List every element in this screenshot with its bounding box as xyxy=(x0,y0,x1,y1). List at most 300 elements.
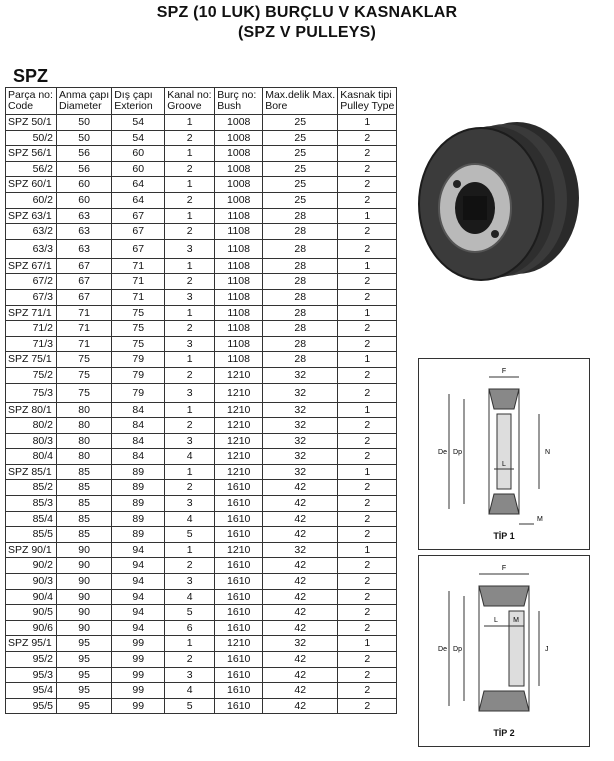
table-cell: 3 xyxy=(165,667,215,683)
type-1-de-letter: De xyxy=(438,449,447,456)
table-cell: SPZ 85/1 xyxy=(6,464,57,480)
table-cell: 2 xyxy=(338,336,397,352)
table-cell: 95/2 xyxy=(6,652,57,668)
table-cell: 1 xyxy=(338,352,397,368)
table-cell: 25 xyxy=(263,146,338,162)
table-cell: 1 xyxy=(338,636,397,652)
table-row xyxy=(6,418,397,434)
table-cell: 3 xyxy=(165,383,215,402)
type-2-de-letter: De xyxy=(438,646,447,653)
table-cell: 1210 xyxy=(215,449,263,465)
table-cell: 1210 xyxy=(215,418,263,434)
table-cell: 75 xyxy=(112,305,165,321)
table-cell: 1108 xyxy=(215,224,263,240)
table-cell: 42 xyxy=(263,605,338,621)
table-row xyxy=(6,574,397,590)
table-cell: 75 xyxy=(57,352,112,368)
table-cell: 1 xyxy=(165,352,215,368)
table-cell: 67 xyxy=(112,208,165,224)
table-cell: SPZ 63/1 xyxy=(6,208,57,224)
table-cell: 80/4 xyxy=(6,449,57,465)
table-cell: 1610 xyxy=(215,652,263,668)
table-cell: 1008 xyxy=(215,130,263,146)
table-cell: 2 xyxy=(338,289,397,305)
table-cell: 90 xyxy=(57,558,112,574)
table-cell: 1 xyxy=(165,208,215,224)
table-cell: 32 xyxy=(263,402,338,418)
table-header-row xyxy=(6,88,397,115)
table-cell: 2 xyxy=(338,527,397,543)
table-row xyxy=(6,208,397,224)
table-cell: 79 xyxy=(112,367,165,383)
spec-table xyxy=(5,87,397,714)
table-cell: 90 xyxy=(57,589,112,605)
table-cell: 1 xyxy=(338,305,397,321)
table-cell: 1108 xyxy=(215,336,263,352)
table-row xyxy=(6,192,397,208)
table-row xyxy=(6,161,397,177)
type-1-dp-letter: Dp xyxy=(453,449,462,456)
table-cell: 79 xyxy=(112,383,165,402)
table-cell: 2 xyxy=(338,698,397,714)
table-cell: 1 xyxy=(165,115,215,131)
table-cell: 2 xyxy=(165,480,215,496)
table-row xyxy=(6,177,397,193)
table-cell: SPZ 60/1 xyxy=(6,177,57,193)
table-cell: 42 xyxy=(263,527,338,543)
table-cell: SPZ 67/1 xyxy=(6,258,57,274)
table-cell: 1 xyxy=(165,177,215,193)
table-cell: 1008 xyxy=(215,146,263,162)
table-cell: 75 xyxy=(112,336,165,352)
table-cell: 1008 xyxy=(215,161,263,177)
table-cell: 75 xyxy=(112,321,165,337)
table-cell: 94 xyxy=(112,589,165,605)
table-cell: 3 xyxy=(165,336,215,352)
table-cell: 85 xyxy=(57,527,112,543)
table-cell: 63/2 xyxy=(6,224,57,240)
pulley-photo xyxy=(405,110,605,290)
table-cell: 2 xyxy=(165,224,215,240)
table-cell: 60 xyxy=(112,146,165,162)
table-cell: 32 xyxy=(263,636,338,652)
table-cell: 1108 xyxy=(215,289,263,305)
table-cell: 95 xyxy=(57,698,112,714)
table-cell: 1210 xyxy=(215,367,263,383)
table-row xyxy=(6,258,397,274)
header-exterior: Dış çapı Exterion xyxy=(112,88,165,115)
table-cell: 2 xyxy=(338,652,397,668)
table-cell: 89 xyxy=(112,480,165,496)
table-row xyxy=(6,542,397,558)
table-cell: 75/3 xyxy=(6,383,57,402)
table-cell: 5 xyxy=(165,698,215,714)
table-cell: 90 xyxy=(57,574,112,590)
table-cell: 54 xyxy=(112,130,165,146)
diagram-type-2 xyxy=(418,555,590,747)
table-cell: 2 xyxy=(165,321,215,337)
table-cell: 1 xyxy=(338,542,397,558)
type-2-drawing xyxy=(419,556,589,731)
page-title: SPZ (10 LUK) BURÇLU V KASNAKLAR xyxy=(156,4,458,21)
table-cell: 71 xyxy=(57,321,112,337)
table-cell: 2 xyxy=(338,274,397,290)
table-cell: 2 xyxy=(338,146,397,162)
table-cell: 42 xyxy=(263,511,338,527)
table-cell: 28 xyxy=(263,352,338,368)
type-2-m-letter: M xyxy=(513,617,519,624)
table-cell: 28 xyxy=(263,336,338,352)
table-body xyxy=(6,115,397,714)
table-cell: 50/2 xyxy=(6,130,57,146)
table-cell: 67 xyxy=(57,258,112,274)
table-cell: 94 xyxy=(112,558,165,574)
table-row xyxy=(6,274,397,290)
header-groove: Kanal no: Groove xyxy=(165,88,215,115)
table-cell: 94 xyxy=(112,574,165,590)
table-cell: SPZ 90/1 xyxy=(6,542,57,558)
table-cell: 1 xyxy=(338,208,397,224)
table-cell: 67/2 xyxy=(6,274,57,290)
table-row xyxy=(6,527,397,543)
table-cell: 2 xyxy=(338,130,397,146)
table-cell: 63 xyxy=(57,208,112,224)
table-row xyxy=(6,383,397,402)
table-row xyxy=(6,683,397,699)
table-cell: 2 xyxy=(338,433,397,449)
table-cell: 90/6 xyxy=(6,620,57,636)
table-cell: 80 xyxy=(57,433,112,449)
table-cell: 71/3 xyxy=(6,336,57,352)
table-cell: 67 xyxy=(57,289,112,305)
table-cell: 1610 xyxy=(215,511,263,527)
table-cell: 42 xyxy=(263,667,338,683)
diagram-type-1 xyxy=(418,358,590,550)
table-cell: 95 xyxy=(57,683,112,699)
table-cell: 2 xyxy=(338,239,397,258)
table-row xyxy=(6,620,397,636)
table-row xyxy=(6,589,397,605)
table-cell: 28 xyxy=(263,289,338,305)
table-cell: 60 xyxy=(57,192,112,208)
table-cell: 2 xyxy=(338,480,397,496)
table-row xyxy=(6,289,397,305)
table-cell: 2 xyxy=(338,383,397,402)
table-cell: 1 xyxy=(338,402,397,418)
table-cell: 32 xyxy=(263,367,338,383)
page-subtitle: (SPZ V PULLEYS) xyxy=(237,24,377,41)
table-cell: 99 xyxy=(112,698,165,714)
table-cell: 3 xyxy=(165,574,215,590)
table-cell: 90/2 xyxy=(6,558,57,574)
table-cell: 95/3 xyxy=(6,667,57,683)
type-2-label: TİP 2 xyxy=(493,728,515,738)
table-cell: 1008 xyxy=(215,115,263,131)
type-1-f-letter: F xyxy=(501,368,507,375)
table-cell: 67 xyxy=(112,224,165,240)
header-bush: Burç no: Bush xyxy=(215,88,263,115)
table-cell: 2 xyxy=(165,558,215,574)
table-row xyxy=(6,239,397,258)
table-cell: 63/3 xyxy=(6,239,57,258)
table-row xyxy=(6,605,397,621)
table-cell: 1 xyxy=(165,636,215,652)
table-row xyxy=(6,115,397,131)
table-cell: 1210 xyxy=(215,402,263,418)
table-cell: 1 xyxy=(165,146,215,162)
table-cell: 2 xyxy=(165,192,215,208)
table-cell: 2 xyxy=(338,620,397,636)
table-cell: 6 xyxy=(165,620,215,636)
table-cell: 42 xyxy=(263,558,338,574)
table-cell: 1610 xyxy=(215,496,263,512)
series-label: SPZ xyxy=(13,66,49,86)
table-cell: 1610 xyxy=(215,698,263,714)
table-row xyxy=(6,352,397,368)
table-cell: 32 xyxy=(263,449,338,465)
table-cell: 89 xyxy=(112,496,165,512)
table-cell: 1 xyxy=(338,258,397,274)
table-cell: 2 xyxy=(338,177,397,193)
type-2-dp-letter: Dp xyxy=(453,646,462,653)
table-cell: 71 xyxy=(112,289,165,305)
table-row xyxy=(6,305,397,321)
table-cell: 85/2 xyxy=(6,480,57,496)
table-cell: 25 xyxy=(263,130,338,146)
type-1-label: TİP 1 xyxy=(493,531,515,541)
table-cell: 60/2 xyxy=(6,192,57,208)
table-row xyxy=(6,480,397,496)
table-cell: 85/5 xyxy=(6,527,57,543)
table-cell: 42 xyxy=(263,652,338,668)
table-cell: 1108 xyxy=(215,239,263,258)
header-bore: Max.delik Max. Bore xyxy=(263,88,338,115)
type-2-f-letter: F xyxy=(501,565,507,572)
table-cell: SPZ 71/1 xyxy=(6,305,57,321)
table-cell: 42 xyxy=(263,480,338,496)
table-cell: 2 xyxy=(338,683,397,699)
table-cell: 90/5 xyxy=(6,605,57,621)
table-cell: 32 xyxy=(263,418,338,434)
table-cell: 99 xyxy=(112,667,165,683)
table-cell: 4 xyxy=(165,683,215,699)
table-cell: 32 xyxy=(263,433,338,449)
table-cell: 5 xyxy=(165,605,215,621)
table-cell: 1610 xyxy=(215,574,263,590)
table-cell: 99 xyxy=(112,683,165,699)
table-cell: 1108 xyxy=(215,305,263,321)
table-cell: 1 xyxy=(338,115,397,131)
table-cell: 25 xyxy=(263,192,338,208)
table-cell: 84 xyxy=(112,402,165,418)
table-row xyxy=(6,433,397,449)
table-cell: 1 xyxy=(338,464,397,480)
table-cell: 42 xyxy=(263,589,338,605)
table-cell: 2 xyxy=(338,418,397,434)
table-cell: 1610 xyxy=(215,558,263,574)
table-cell: 1 xyxy=(165,305,215,321)
table-cell: 50 xyxy=(57,130,112,146)
table-cell: 2 xyxy=(165,652,215,668)
table-cell: 56 xyxy=(57,146,112,162)
table-cell: 3 xyxy=(165,239,215,258)
table-cell: 1108 xyxy=(215,321,263,337)
table-cell: 42 xyxy=(263,683,338,699)
header-pulley-type: Kasnak tipi Pulley Type xyxy=(338,88,397,115)
table-cell: 28 xyxy=(263,208,338,224)
table-cell: 28 xyxy=(263,274,338,290)
table-cell: 71 xyxy=(112,274,165,290)
table-cell: 54 xyxy=(112,115,165,131)
table-cell: 28 xyxy=(263,224,338,240)
table-row xyxy=(6,336,397,352)
table-cell: 63 xyxy=(57,239,112,258)
table-cell: 84 xyxy=(112,433,165,449)
table-cell: 89 xyxy=(112,464,165,480)
table-cell: SPZ 50/1 xyxy=(6,115,57,131)
table-cell: 4 xyxy=(165,449,215,465)
table-cell: 80 xyxy=(57,449,112,465)
type-1-drawing xyxy=(419,359,589,534)
table-cell: 90 xyxy=(57,542,112,558)
table-cell: 1610 xyxy=(215,589,263,605)
table-cell: 84 xyxy=(112,449,165,465)
table-row xyxy=(6,449,397,465)
table-cell: 94 xyxy=(112,542,165,558)
table-cell: 75/2 xyxy=(6,367,57,383)
table-cell: 1 xyxy=(165,402,215,418)
table-cell: 71 xyxy=(57,305,112,321)
table-cell: 90 xyxy=(57,605,112,621)
table-cell: 1108 xyxy=(215,352,263,368)
table-cell: 90/3 xyxy=(6,574,57,590)
table-cell: 2 xyxy=(338,511,397,527)
header-diameter: Anma çapı Diameter xyxy=(57,88,112,115)
table-row xyxy=(6,367,397,383)
table-cell: 63 xyxy=(57,224,112,240)
table-cell: 71/2 xyxy=(6,321,57,337)
table-cell: 2 xyxy=(165,161,215,177)
table-cell: 80/2 xyxy=(6,418,57,434)
table-cell: 95 xyxy=(57,636,112,652)
table-cell: 4 xyxy=(165,511,215,527)
table-cell: 42 xyxy=(263,574,338,590)
table-cell: 1210 xyxy=(215,464,263,480)
table-cell: 80/3 xyxy=(6,433,57,449)
type-1-l-letter: L xyxy=(502,461,506,468)
table-row xyxy=(6,464,397,480)
table-cell: 32 xyxy=(263,383,338,402)
table-cell: 5 xyxy=(165,527,215,543)
table-cell: 1210 xyxy=(215,636,263,652)
table-row xyxy=(6,558,397,574)
table-cell: 42 xyxy=(263,698,338,714)
table-cell: 60 xyxy=(112,161,165,177)
table-cell: 2 xyxy=(165,130,215,146)
table-cell: 1610 xyxy=(215,683,263,699)
table-row xyxy=(6,402,397,418)
table-cell: 2 xyxy=(338,224,397,240)
table-cell: 56 xyxy=(57,161,112,177)
table-cell: 32 xyxy=(263,542,338,558)
table-row xyxy=(6,636,397,652)
table-cell: 1210 xyxy=(215,383,263,402)
table-cell: 2 xyxy=(165,367,215,383)
table-cell: 85 xyxy=(57,496,112,512)
table-cell: 3 xyxy=(165,289,215,305)
table-cell: 1108 xyxy=(215,274,263,290)
table-cell: 1610 xyxy=(215,620,263,636)
table-cell: 95 xyxy=(57,667,112,683)
table-cell: 85/3 xyxy=(6,496,57,512)
table-cell: 3 xyxy=(165,496,215,512)
table-cell: 90/4 xyxy=(6,589,57,605)
table-cell: 1008 xyxy=(215,177,263,193)
table-cell: 28 xyxy=(263,321,338,337)
table-cell: 1210 xyxy=(215,433,263,449)
table-cell: 25 xyxy=(263,177,338,193)
table-cell: 2 xyxy=(338,574,397,590)
table-cell: 85/4 xyxy=(6,511,57,527)
table-cell: 2 xyxy=(338,558,397,574)
table-cell: 32 xyxy=(263,464,338,480)
type-1-m-letter: M xyxy=(537,516,543,523)
table-cell: 79 xyxy=(112,352,165,368)
type-2-j-letter: J xyxy=(545,646,549,653)
table-row xyxy=(6,130,397,146)
table-cell: 75 xyxy=(57,383,112,402)
table-row xyxy=(6,321,397,337)
table-cell: 95/5 xyxy=(6,698,57,714)
table-cell: 95 xyxy=(57,652,112,668)
table-cell: 71 xyxy=(112,258,165,274)
table-cell: 60 xyxy=(57,177,112,193)
table-row xyxy=(6,652,397,668)
table-cell: 2 xyxy=(338,321,397,337)
table-cell: 85 xyxy=(57,511,112,527)
table-cell: 2 xyxy=(338,496,397,512)
table-row xyxy=(6,224,397,240)
table-cell: 42 xyxy=(263,620,338,636)
table-cell: 2 xyxy=(338,367,397,383)
table-cell: 1 xyxy=(165,258,215,274)
table-cell: 25 xyxy=(263,115,338,131)
table-cell: 2 xyxy=(338,192,397,208)
table-cell: 85 xyxy=(57,464,112,480)
table-cell: 64 xyxy=(112,177,165,193)
table-cell: 84 xyxy=(112,418,165,434)
table-cell: 4 xyxy=(165,589,215,605)
table-cell: 1008 xyxy=(215,192,263,208)
table-cell: 56/2 xyxy=(6,161,57,177)
table-cell: 71 xyxy=(57,336,112,352)
table-cell: 99 xyxy=(112,636,165,652)
table-cell: 2 xyxy=(338,161,397,177)
table-cell: 67 xyxy=(57,274,112,290)
table-cell: 28 xyxy=(263,305,338,321)
table-cell: 1 xyxy=(165,464,215,480)
table-cell: 75 xyxy=(57,367,112,383)
type-1-n-letter: N xyxy=(545,449,551,456)
table-cell: 1210 xyxy=(215,542,263,558)
table-cell: 94 xyxy=(112,605,165,621)
table-cell: 50 xyxy=(57,115,112,131)
table-cell: SPZ 56/1 xyxy=(6,146,57,162)
table-cell: 90 xyxy=(57,620,112,636)
table-row xyxy=(6,146,397,162)
table-cell: 80 xyxy=(57,402,112,418)
table-cell: 2 xyxy=(165,418,215,434)
